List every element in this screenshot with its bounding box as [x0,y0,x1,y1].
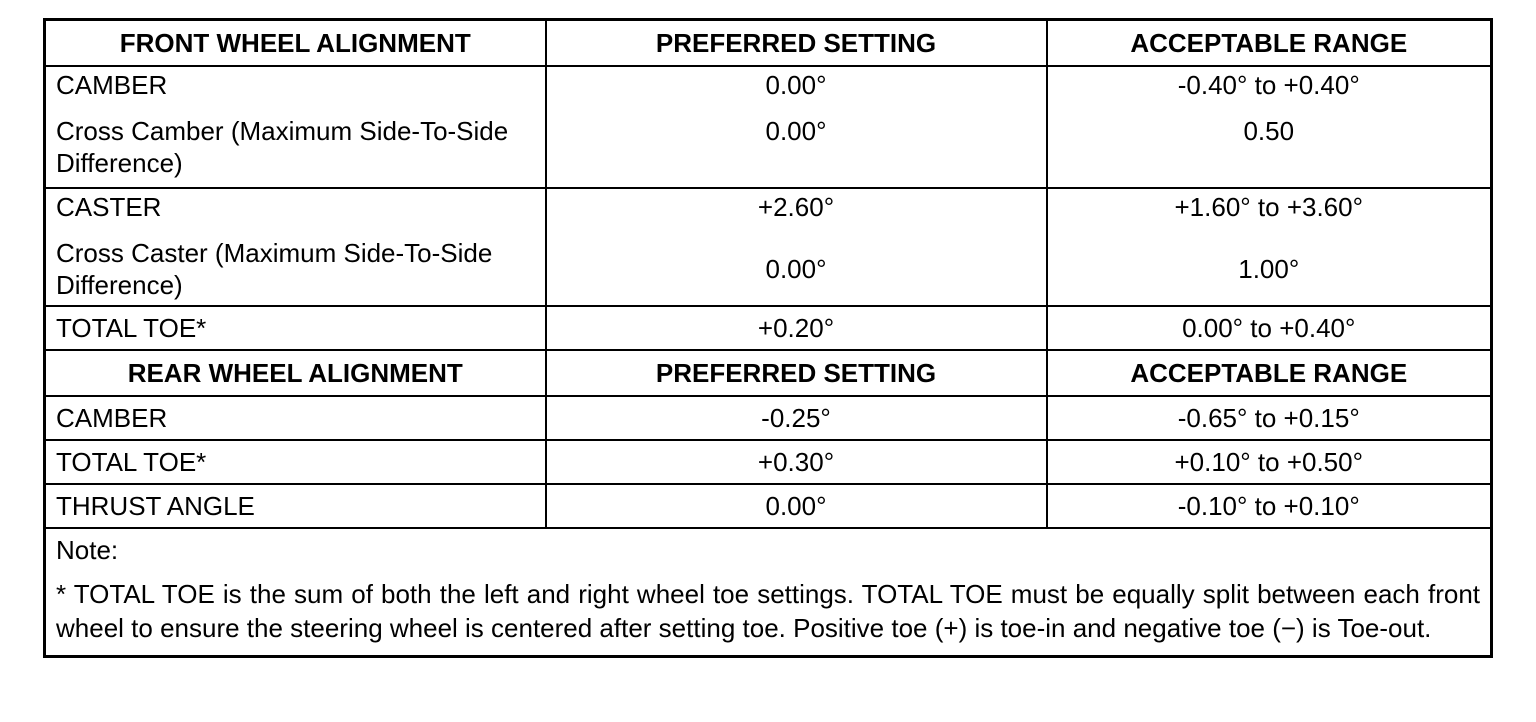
row-range: +0.10° to +0.50° [1047,440,1492,484]
row-range: -0.10° to +0.10° [1047,484,1492,528]
table-row [45,188,1492,233]
rear-header-range: ACCEPTABLE RANGE [1047,350,1492,396]
front-header-alignment: FRONT WHEEL ALIGNMENT [45,20,546,67]
row-preferred: 0.00° [546,66,1047,111]
table-row [45,233,1492,306]
row-preferred: 0.00° [546,233,1047,306]
note-label: Note: [56,535,119,565]
row-label: THRUST ANGLE [45,484,546,528]
row-preferred: +0.30° [546,440,1047,484]
table-row [45,440,1492,484]
row-preferred: +2.60° [546,188,1047,233]
row-label: CASTER [45,188,546,233]
note-text: * TOTAL TOE is the sum of both the left and right wheel toe settings. TOTAL TOE must be equally split between each front wheel to ensure the steering wheel is centered after setting toe. Positive toe (+) is toe-in and negative toe (−) is Toe-out. [56,579,1480,643]
note-cell [45,528,1492,657]
row-label: CAMBER [45,66,546,111]
rear-header-alignment: REAR WHEEL ALIGNMENT [45,350,546,396]
row-range: -0.40° to +0.40° [1047,66,1492,111]
table-row [45,306,1492,350]
table-row [45,111,1492,188]
rear-header-row [45,350,1492,396]
row-range: 0.00° to +0.40° [1047,306,1492,350]
row-label: Cross Caster (Maximum Side-To-Side Difference) [45,233,546,306]
row-range: 1.00° [1047,233,1492,306]
row-label: Cross Camber (Maximum Side-To-Side Difference) [45,111,546,188]
row-preferred: 0.00° [546,484,1047,528]
row-preferred: -0.25° [546,396,1047,440]
front-header-preferred: PREFERRED SETTING [546,20,1047,67]
table-row [45,396,1492,440]
front-header-range: ACCEPTABLE RANGE [1047,20,1492,67]
row-label: TOTAL TOE* [45,306,546,350]
front-header-row [45,20,1492,67]
note-row [45,528,1492,657]
row-preferred: 0.00° [546,111,1047,188]
row-range: -0.65° to +0.15° [1047,396,1492,440]
table-row [45,484,1492,528]
alignment-spec-table [43,18,1493,658]
table-row [45,66,1492,111]
rear-header-preferred: PREFERRED SETTING [546,350,1047,396]
row-range: +1.60° to +3.60° [1047,188,1492,233]
row-preferred: +0.20° [546,306,1047,350]
row-label: TOTAL TOE* [45,440,546,484]
row-label: CAMBER [45,396,546,440]
row-range: 0.50 [1047,111,1492,188]
